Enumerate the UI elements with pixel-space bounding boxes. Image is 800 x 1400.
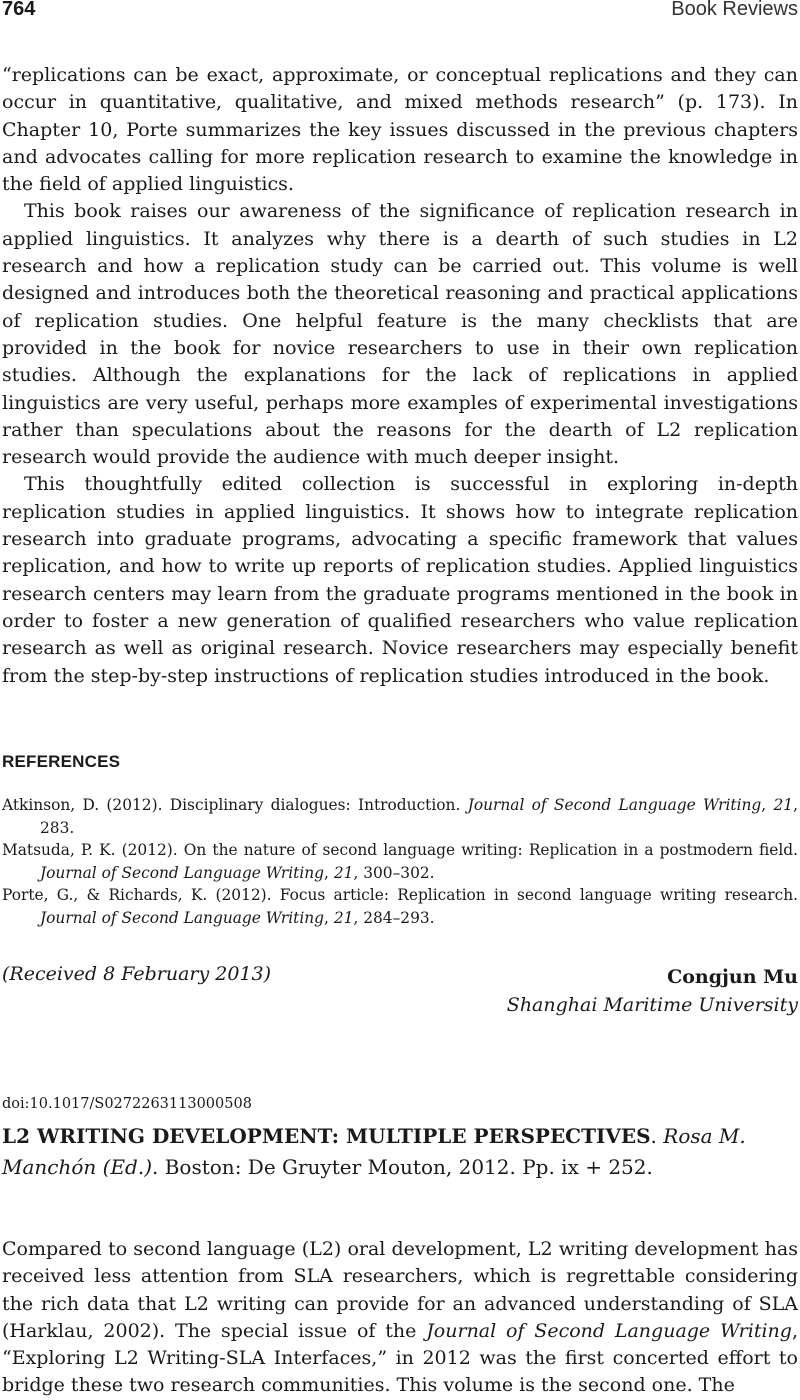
page-number: 764 <box>2 0 36 20</box>
reference-item: Porte, G., & Richards, K. (2012). Focus article: Replication in second language writing research. Journal of Second Language Writing, 21, 284–293. <box>2 886 798 927</box>
paragraph-intro: Compared to second language (L2) oral development, L2 writing development has received less attention from SLA researchers, which is regrettable considering the rich data that L2 writing can provide for an advanced understanding of SLA (Harklau, 2002). The special issue of the Journal of Second Language Writing, “Exploring L2 Writing-SLA Interfaces,” in 2012 was the first concerted effort to bridge these two research communities. This volume is the second one. The <box>2 1238 798 1397</box>
references-heading: REFERENCES <box>2 752 121 771</box>
page-header <box>0 0 800 24</box>
paragraph-evaluation: This book raises our awareness of the significance of replication research in applied linguistics. It analyzes why there is a dearth of such studies in L2 research and how a replication study can be carried out. This volume is well designed and introduces both the theoretical reasoning and practical applications of replication studies. One helpful feature is the many checklists that are provided in the book for novice researchers to use in their own replication studies. Although the explanations for the lack of replications in applied linguistics are very useful, perhaps more examples of experimental investigations rather than speculations about the reasons for the dearth of L2 replication research would provide the audience with much deeper insight. <box>2 200 798 469</box>
reference-item: Atkinson, D. (2012). Disciplinary dialogues: Introduction. Journal of Second Language Writing, 21, 283. <box>2 796 798 837</box>
reference-item: Matsuda, P. K. (2012). On the nature of second language writing: Replication in a postmodern field. Journal of Second Language Writing, 21, 300–302. <box>2 841 798 882</box>
reviewer-signature <box>507 963 798 1019</box>
running-head: Book Reviews <box>671 0 798 20</box>
references-list <box>2 794 798 929</box>
next-review-body <box>2 1236 798 1400</box>
book-citation: L2 WRITING DEVELOPMENT: MULTIPLE PERSPECTIVES. Rosa M. Manchón (Ed.). Boston: De Gruyter Mouton, 2012. Pp. ix + 252. <box>2 1124 746 1179</box>
received-date: (Received 8 February 2013) <box>2 963 272 985</box>
book-editor: Rosa M. Manchón (Ed.) <box>2 1124 746 1179</box>
paragraph-conclusion: This thoughtfully edited collection is successful in exploring in-depth replication studies in applied linguistics. It shows how to integrate replication research into graduate programs, advocating a specific framework that values replication, and how to write up reports of replication studies. Applied linguistics research centers may learn from the graduate programs mentioned in the book in order to foster a new generation of qualified researchers who value replication research as well as original research. Novice researchers may especially benefit from the step-by-step instructions of replication studies introduced in the book. <box>2 473 798 687</box>
doi-link[interactable]: doi:10.1017/S0272263113000508 <box>2 1096 252 1112</box>
book-publication: . Boston: De Gruyter Mouton, 2012. Pp. ix + 252. <box>152 1155 653 1179</box>
paragraph-continuation: “replications can be exact, approximate, or conceptual replications and they can occur in quantitative, qualitative, and mixed methods research” (p. 173). In Chapter 10, Porte summarizes the key issues discussed in the previous chapters and advocates calling for more replication research to examine the knowledge in the field of applied linguistics. <box>2 64 798 196</box>
book-title: L2 WRITING DEVELOPMENT: MULTIPLE PERSPECTIVES <box>2 1124 651 1148</box>
reviewer-affiliation: Shanghai Maritime University <box>506 994 798 1016</box>
reviewer-name: Congjun Mu <box>667 966 798 988</box>
review-body <box>2 62 798 690</box>
